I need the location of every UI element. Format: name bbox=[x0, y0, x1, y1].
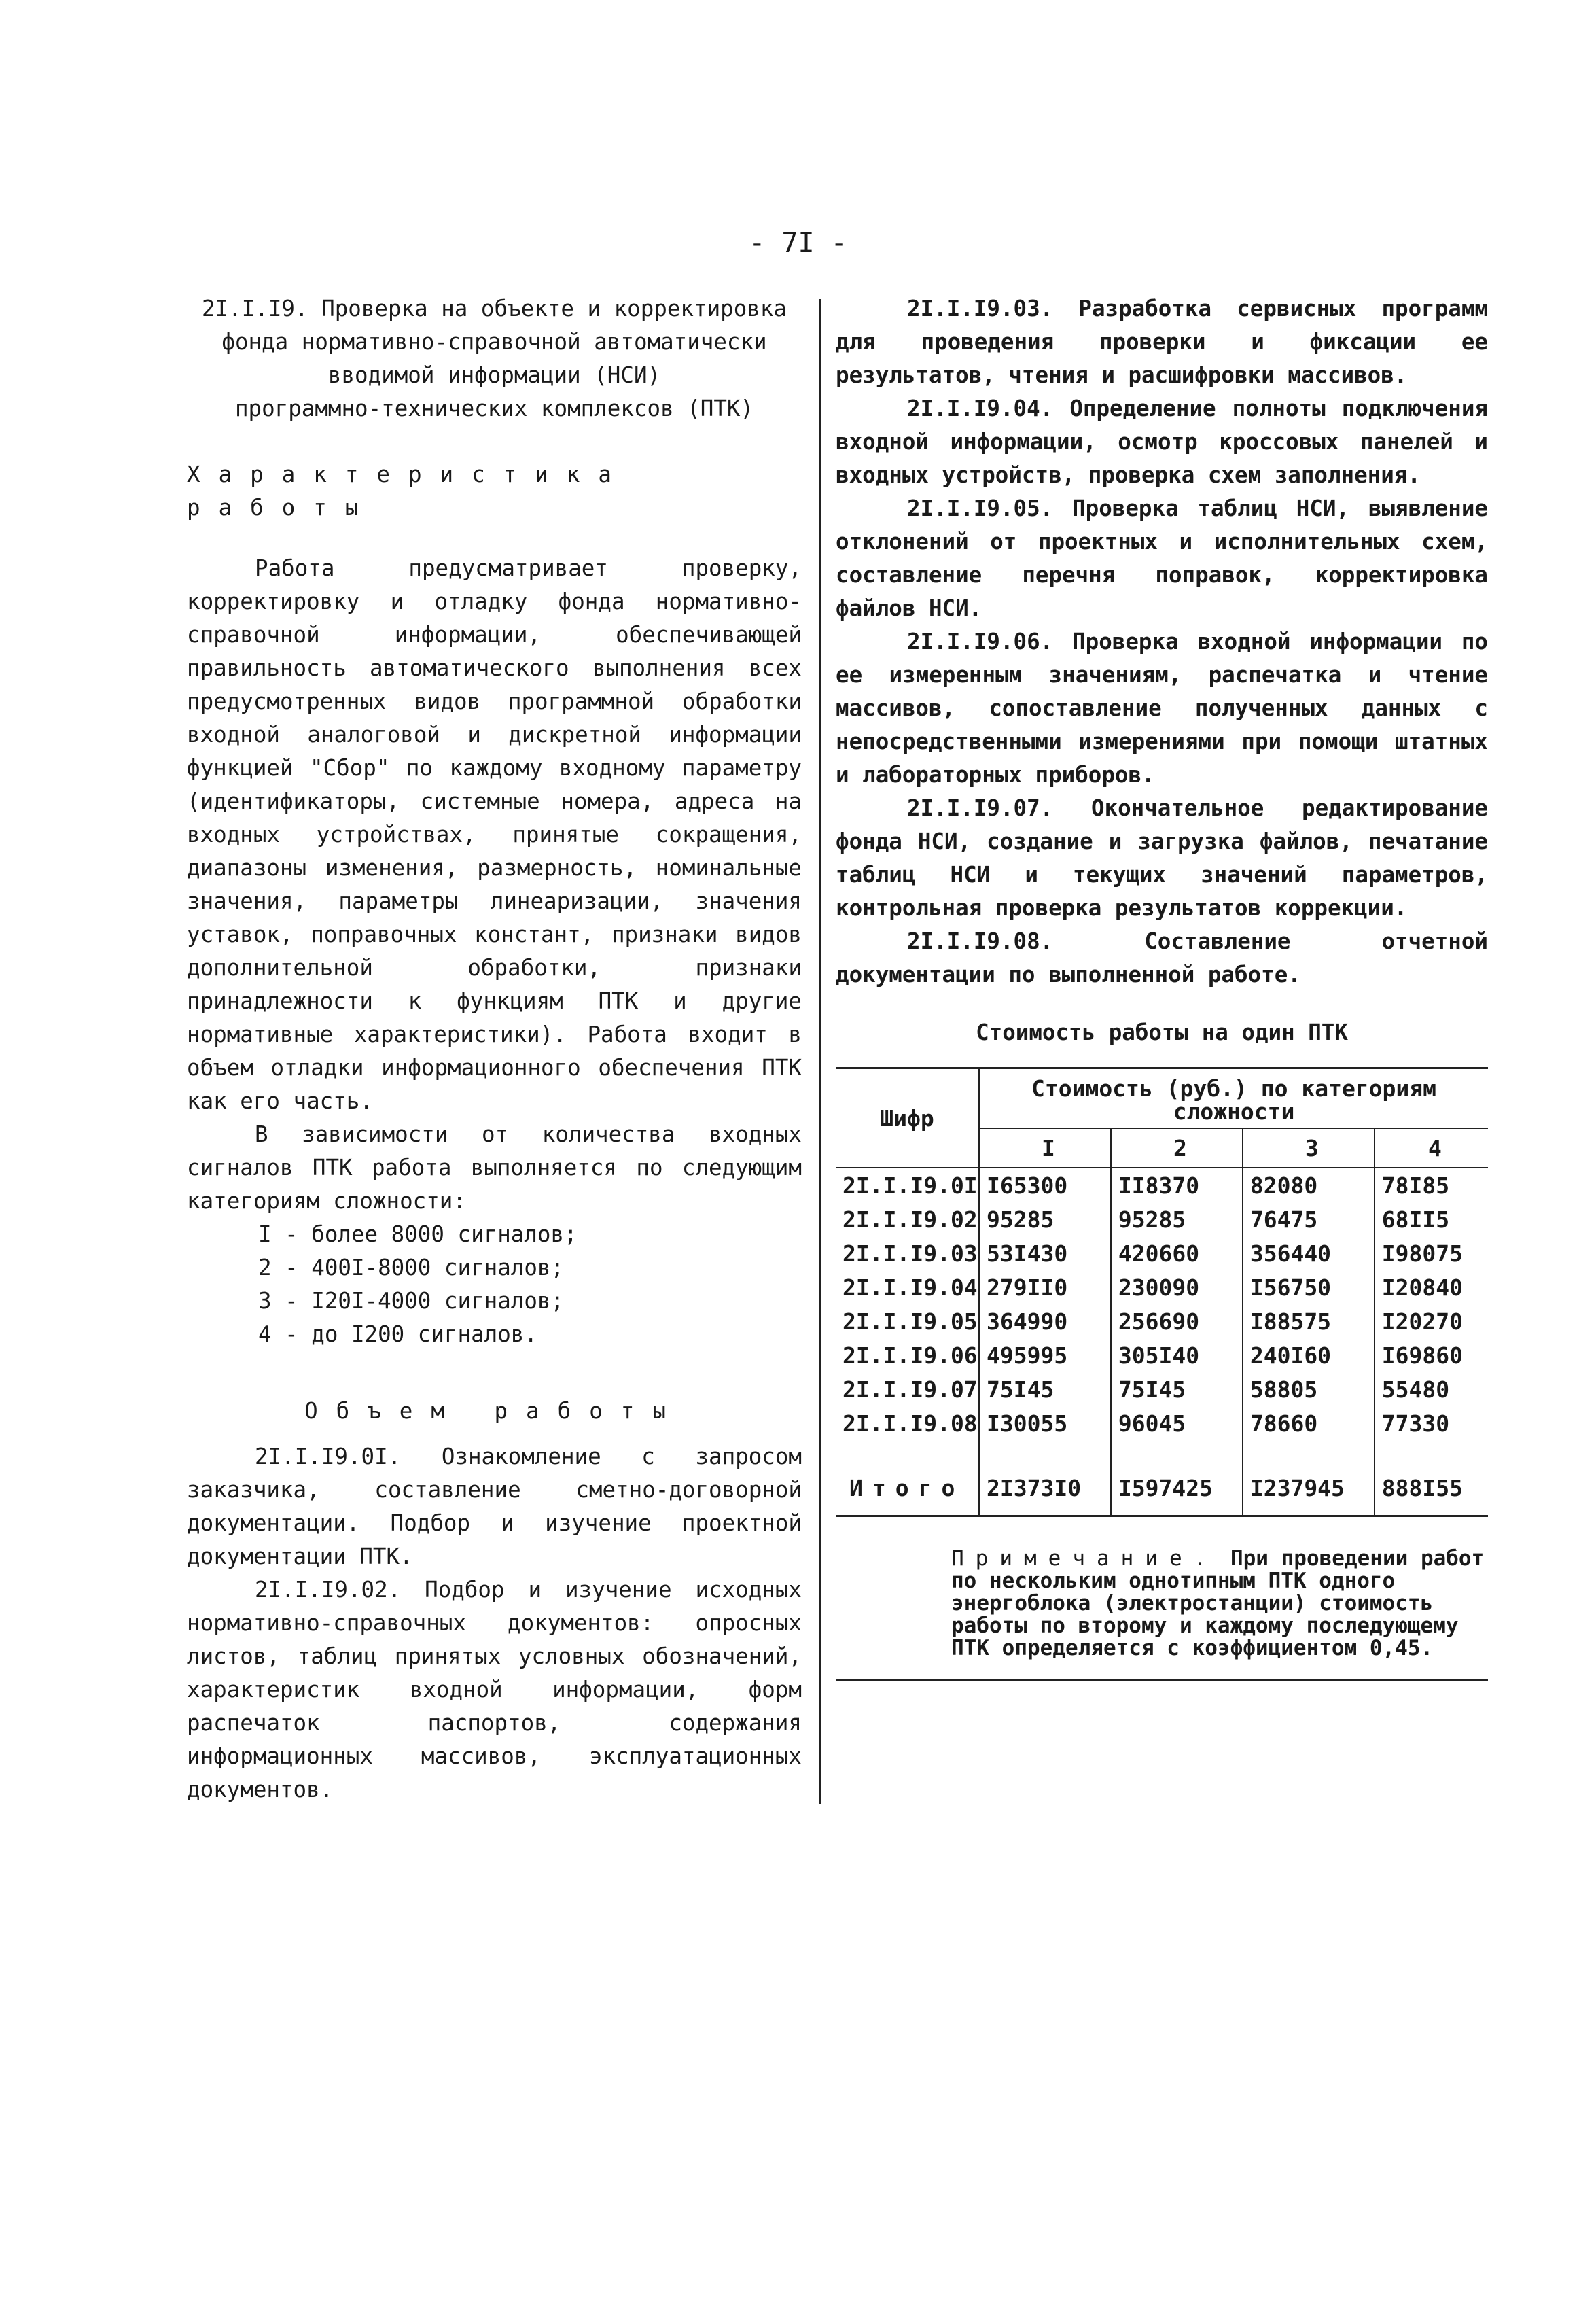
table-row bbox=[836, 1236, 1488, 1270]
cost-cell: 75I45 bbox=[979, 1372, 1111, 1406]
category-item: 3 - I20I-4000 сигналов; bbox=[258, 1288, 565, 1314]
total-row bbox=[836, 1440, 1488, 1516]
table-caption: Стоимость работы на один ПТК bbox=[976, 1019, 1348, 1045]
section-title-line: 2I.I.I9. Проверка на объекте и корректировка bbox=[202, 296, 787, 321]
cost-cell: II8370 bbox=[1111, 1168, 1243, 1202]
characteristic-heading: Характеристика работы bbox=[187, 461, 630, 521]
cost-cell: I88575 bbox=[1243, 1304, 1375, 1338]
category-header: 2 bbox=[1111, 1128, 1243, 1168]
cost-cell: 495995 bbox=[979, 1338, 1111, 1372]
cost-cell: I20270 bbox=[1375, 1304, 1488, 1338]
cost-cell: I69860 bbox=[1375, 1338, 1488, 1372]
section-title-line: вводимой информации (НСИ) bbox=[327, 362, 661, 388]
complexity-intro: В зависимости от количества входных сигналов ПТК работа выполняется по следующим категориям сложности: bbox=[187, 1121, 802, 1214]
cost-cell: 356440 bbox=[1243, 1236, 1375, 1270]
total-cell: 888I55 bbox=[1375, 1440, 1488, 1516]
cost-cell: I98075 bbox=[1375, 1236, 1488, 1270]
table-row bbox=[836, 1168, 1488, 1202]
complexity-categories bbox=[187, 1218, 802, 1351]
column-divider bbox=[819, 299, 821, 1804]
volume-item: 2I.I.I9.06. Проверка входной информации по ее измеренным значениям, распечатка и чтение массивов, сопоставление полученных данных с непосредственными измерениями при помощи штатных и лабораторных приборов. bbox=[836, 629, 1488, 788]
volume-item: 2I.I.I9.02. Подбор и изучение исходных нормативно-справочных документов: опросных листов, таблиц принятых условных обозначений, характеристик входной информации, форм распечаток паспортов, содержания информационных массивов, эксплуатационных документов. bbox=[187, 1577, 802, 1802]
category-item: I - более 8000 сигналов; bbox=[258, 1221, 578, 1247]
cost-cell: 279II0 bbox=[979, 1270, 1111, 1304]
category-header: 4 bbox=[1375, 1128, 1488, 1168]
row-code: 2I.I.I9.05 bbox=[843, 1308, 978, 1335]
cost-cell: 78I85 bbox=[1375, 1168, 1488, 1202]
volume-item: 2I.I.I9.05. Проверка таблиц НСИ, выявление отклонений от проектных и исполнительных схем, составление перечня поправок, корректировка файлов НСИ. bbox=[836, 495, 1488, 621]
cost-cell: 68II5 bbox=[1375, 1202, 1488, 1236]
cost-cell: 55480 bbox=[1375, 1372, 1488, 1406]
category-item: 4 - до I200 сигналов. bbox=[258, 1321, 537, 1347]
cost-cell: I56750 bbox=[1243, 1270, 1375, 1304]
volume-heading: Объем работы bbox=[304, 1398, 684, 1424]
cost-cell: 77330 bbox=[1375, 1406, 1488, 1440]
cost-cell: 256690 bbox=[1111, 1304, 1243, 1338]
table-row bbox=[836, 1202, 1488, 1236]
characteristic-text: Работа предусматривает проверку, корректировку и отладку фонда нормативно-справочной информации, обеспечивающей правильность автоматического выполнения всех предусмотренных видов программной обработки входной аналоговой и дискретной информации функцией "Сбор" по каждому входному параметру (идентификаторы, системные номера, адреса на входных устройствах, принятые сокращения, диапазоны изменения, размерность, номинальные значения, параметры линеаризации, значения уставок, поправочных констант, признаки видов дополнительной обработки, признаки принадлежности к функциям ПТК и другие нормативные характеристики). Работа входит в объем отладки информационного обеспечения ПТК как его часть. bbox=[187, 555, 802, 1114]
row-code: 2I.I.I9.03 bbox=[843, 1240, 978, 1267]
total-label: Итого bbox=[849, 1474, 965, 1501]
note bbox=[951, 1548, 1488, 1660]
cost-cell: 95285 bbox=[1111, 1202, 1243, 1236]
cost-cell: 364990 bbox=[979, 1304, 1111, 1338]
cost-cell: 305I40 bbox=[1111, 1338, 1243, 1372]
category-header: 3 bbox=[1243, 1128, 1375, 1168]
total-cell: I597425 bbox=[1111, 1440, 1243, 1516]
cost-cell: 230090 bbox=[1111, 1270, 1243, 1304]
cost-cell: 240I60 bbox=[1243, 1338, 1375, 1372]
note-rule bbox=[836, 1679, 1488, 1681]
table-row bbox=[836, 1372, 1488, 1406]
volume-item: 2I.I.I9.04. Определение полноты подключения входной информации, осмотр кроссовых панелей и входных устройств, проверка схем заполнения. bbox=[836, 396, 1488, 488]
cost-cell: I20840 bbox=[1375, 1270, 1488, 1304]
row-code: 2I.I.I9.02 bbox=[843, 1206, 978, 1233]
cost-cell: I65300 bbox=[979, 1168, 1111, 1202]
table-row bbox=[836, 1406, 1488, 1440]
total-cell: 2I373I0 bbox=[979, 1440, 1111, 1516]
table-row bbox=[836, 1304, 1488, 1338]
total-cell: I237945 bbox=[1243, 1440, 1375, 1516]
cost-cell: 82080 bbox=[1243, 1168, 1375, 1202]
section-title-line: фонда нормативно-справочной автоматически bbox=[221, 329, 767, 355]
note-text: При проведении работ по нескольким однотипным ПТК одного энергоблока (электростанции) стоимость работы по второму и каждому последующему ПТК определяется с коэффициентом 0,45. bbox=[951, 1546, 1485, 1660]
volume-item: 2I.I.I9.0I. Ознакомление с запросом заказчика, составление сметно-договорной документации. Подбор и изучение проектной документации ПТК. bbox=[187, 1444, 802, 1569]
cost-cell: I30055 bbox=[979, 1406, 1111, 1440]
cost-cell: 58805 bbox=[1243, 1372, 1375, 1406]
table-row bbox=[836, 1270, 1488, 1304]
category-header: I bbox=[979, 1128, 1111, 1168]
row-code: 2I.I.I9.08 bbox=[843, 1410, 978, 1437]
col-code-header: Шифр bbox=[836, 1068, 979, 1168]
category-item: 2 - 400I-8000 сигналов; bbox=[258, 1255, 565, 1280]
cost-cell: 95285 bbox=[979, 1202, 1111, 1236]
row-code: 2I.I.I9.0I bbox=[843, 1172, 978, 1199]
cost-cell: 420660 bbox=[1111, 1236, 1243, 1270]
cost-cell: 96045 bbox=[1111, 1406, 1243, 1440]
note-label: Примечание. bbox=[951, 1546, 1218, 1571]
volume-item: 2I.I.I9.03. Разработка сервисных программ для проведения проверки и фиксации ее результатов, чтения и расшифровки массивов. bbox=[836, 296, 1488, 388]
row-code: 2I.I.I9.06 bbox=[843, 1342, 978, 1369]
cost-cell: 76475 bbox=[1243, 1202, 1375, 1236]
right-column bbox=[836, 292, 1488, 1681]
volume-item: 2I.I.I9.08. Составление отчетной документации по выполненной работе. bbox=[836, 928, 1488, 988]
col-group-header: Стоимость (руб.) по категориям сложности bbox=[979, 1068, 1488, 1129]
section-title-line: программно-технических комплексов (ПТК) bbox=[234, 396, 754, 421]
volume-item: 2I.I.I9.07. Окончательное редактирование фонда НСИ, создание и загрузка файлов, печатание таблиц НСИ и текущих значений параметров, контрольная проверка результатов коррекции. bbox=[836, 795, 1488, 921]
left-column bbox=[187, 292, 802, 1807]
page-number: - 7I - bbox=[749, 228, 847, 259]
cost-table bbox=[836, 1067, 1488, 1517]
section-title bbox=[187, 292, 802, 425]
table-row bbox=[836, 1338, 1488, 1372]
row-code: 2I.I.I9.07 bbox=[843, 1376, 978, 1403]
cost-cell: 53I430 bbox=[979, 1236, 1111, 1270]
cost-cell: 78660 bbox=[1243, 1406, 1375, 1440]
row-code: 2I.I.I9.04 bbox=[843, 1274, 978, 1301]
cost-cell: 75I45 bbox=[1111, 1372, 1243, 1406]
